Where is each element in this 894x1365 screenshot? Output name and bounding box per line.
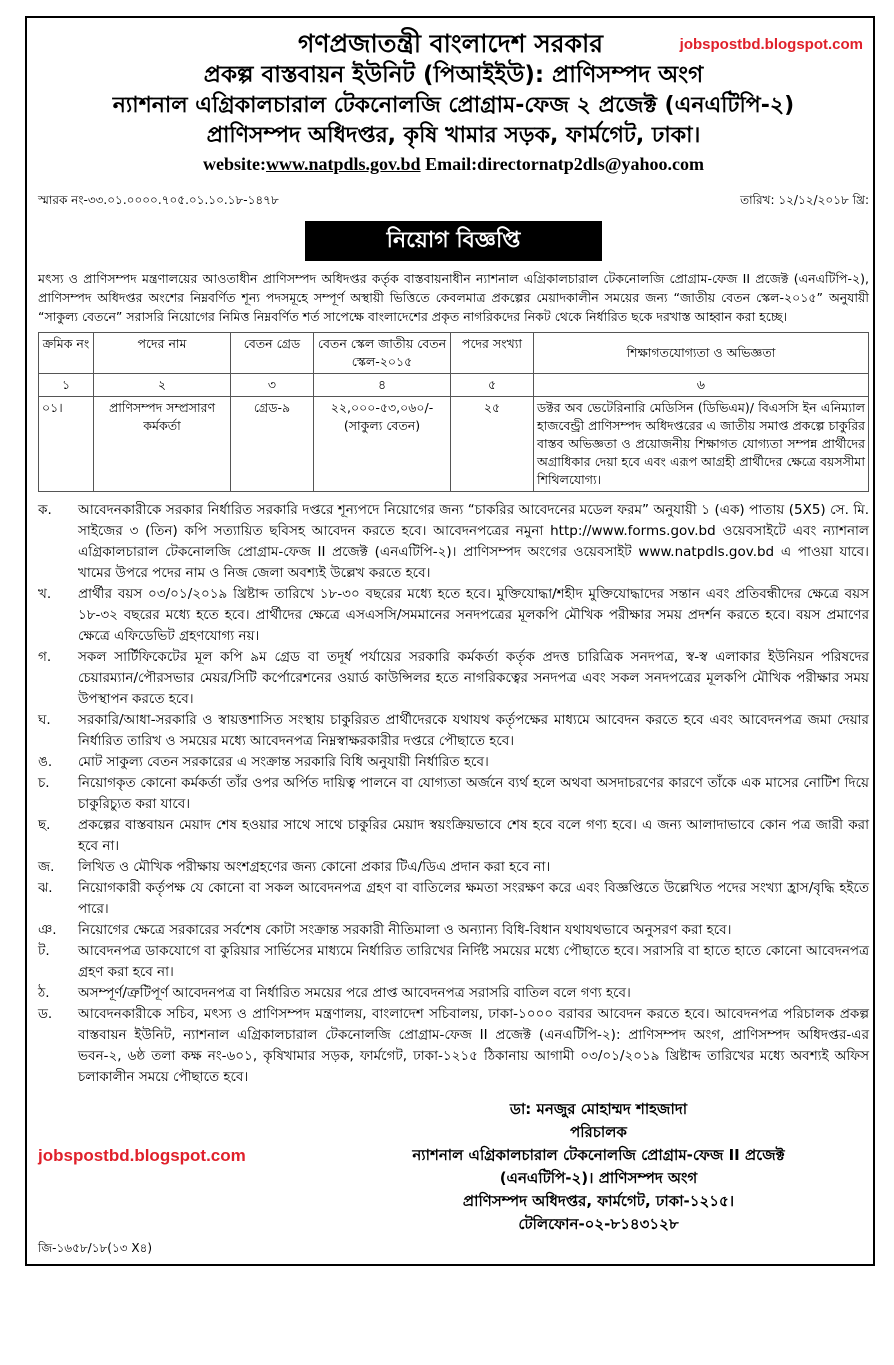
condition-item [38,647,869,710]
notice-title: নিয়োগ বিজ্ঞপ্তি [305,221,602,261]
col-number: ৩ [231,373,314,396]
header-govt: গণপ্রজাতন্ত্রী বাংলাদেশ সরকার [298,29,603,58]
cell-count: ২৫ [451,396,534,491]
condition-marker: খ. [38,585,52,602]
condition-marker: ট. [38,942,50,959]
condition-item [38,584,869,647]
condition-marker: জ. [38,858,55,875]
condition-marker: ঠ. [38,984,50,1001]
signatory-project: ন্যাশনাল এগ্রিকালচারাল টেকনোলজি প্রোগ্রাম-ফেজ II প্রজেক্ট [412,1145,785,1164]
condition-item [38,1004,869,1088]
website-label: website: [203,154,266,175]
col-number: ৬ [534,373,869,396]
condition-item [38,773,869,815]
bottom-row [38,1098,869,1236]
cell-scale: ২২,০০০-৫৩,০৬০/- (সাকুল্য বেতন) [314,396,451,491]
condition-item [38,752,869,773]
memo-number: স্মারক নং-৩৩.০১.০০০০.৭০৫.০১.১০.১৮-১৪৭৮ [38,192,279,207]
col-grade: বেতন গ্রেড [231,332,314,373]
condition-item [38,815,869,857]
condition-marker: ঙ. [38,753,53,770]
condition-text: নিয়োগকারী কর্তৃপক্ষ যে কোনো বা সকল আবেদনপত্র গ্রহণ বা বাতিলের ক্ষমতা সংরক্ষণ করে এবং বিজ্ঞপ্তিতে উল্লেখিত পদের সংখ্যা হ্রাস/বৃদ্ধি হইতে পারে। [78,879,869,917]
website-link[interactable]: www.natpdls.gov.bd [265,154,421,175]
header-contact [38,152,869,176]
condition-item [38,941,869,983]
condition-item [38,710,869,752]
condition-item [38,857,869,878]
condition-text: নিয়োগকৃত কোনো কর্মকর্তা তাঁর ওপর অর্পিত দায়িত্ব পালনে বা যোগ্যতা অর্জনে ব্যর্থ হলে অথবা অসদাচরণের কারণে তাঁকে এক মাসের নোটিশ দিয়ে চাকুরিচ্যুত করা যাবে। [78,774,869,812]
col-post: পদের নাম [94,332,231,373]
col-number: ২ [94,373,231,396]
cell-post: প্রাণিসম্পদ সম্প্রসারণ কর্মকর্তা [94,396,231,491]
condition-text: আবেদনকারীকে সরকার নির্ধারিত সরকারি দপ্তরে শূন্যপদে নিয়োগের জন্য “চাকরির আবেদনের মডেল ফরম” অনুযায়ী ১ (এক) পাতায় (5X5) সে. মি. সাইজের ৩ (তিন) কপি সত্যায়িত ছবিসহ আবেদন করতে হবে। আবেদনপত্রের নমুনা http://www.forms.gov.bd ওয়েবসাইটে এবং ন্যাশনাল এগ্রিকালচারাল টেকনোলজি প্রোগ্রাম-ফেজ II প্রজেক্ট (এনএটিপি-২)। প্রাণিসম্পদ অংগের ওয়েবসাইট www.natpdls.gov.bd এ পাওয়া যাবে। খামের উপরে পদের নাম ও নিজ জেলা অবশ্যই উল্লেখ করতে হবে। [78,501,869,581]
table-header-row [39,332,869,373]
condition-text: প্রার্থীর বয়স ০৩/০১/২০১৯ খ্রিষ্টাব্দ তারিখে ১৮-৩০ বছরের মধ্যে হতে হবে। মুক্তিযোদ্ধা/শহীদ মুক্তিযোদ্ধাদের সন্তান এবং প্রতিবন্ধীদের ক্ষেত্রে বয়স ১৮-৩২ বছরের মধ্যে হতে হবে। প্রার্থীদের ক্ষেত্রে এসএসসি/সমমানের সনদপত্রের মূলকপি মৌখিক পরীক্ষার সময় প্রদর্শন করতে হবে। বয়স প্রমাণের ক্ষেত্রে এফিডেভিট গ্রহণযোগ্য নয়। [78,585,869,644]
signature-block [328,1098,869,1236]
condition-text: আবেদনপত্র ডাকযোগে বা কুরিয়ার সার্ভিসের মাধ্যমে নির্ধারিত তারিখের নির্দিষ্ট সময়ের মধ্যে পৌছাতে হবে। সরাসরি বা হাতে হাতে কোনো আবেদনপত্র গ্রহণ করা হবে না। [78,942,869,980]
col-number: ৫ [451,373,534,396]
signatory-unit: (এনএটিপি-২)। প্রাণিসম্পদ অংগ [499,1168,698,1187]
watermark-top: jobspostbd.blogspot.com [679,36,863,53]
col-number: ১ [39,373,94,396]
condition-marker: ঞ. [38,921,57,938]
condition-text: সরকারি/আধা-সরকারি ও স্বায়ত্তশাসিত সংস্থায় চাকুরিরত প্রার্থীদেরকে যথাযথ কর্তৃপক্ষের মাধ্যমে আবেদন করতে হবে এবং আবেদনপত্র জমা দেয়ার নির্ধারিত তারিখ ও সময়ের মধ্যে আবেদনপত্র নিম্নস্বাক্ষরকারীর দপ্তরে পৌছাতে হবে। [78,711,869,749]
signatory-address: প্রাণিসম্পদ অধিদপ্তর, ফার্মগেট, ঢাকা-১২১৫। [462,1191,735,1210]
col-count: পদের সংখ্যা [451,332,534,373]
col-scale: বেতন স্কেল জাতীয় বেতন স্কেল-২০১৫ [314,332,451,373]
condition-text: প্রকল্পের বাস্তবায়ন মেয়াদ শেষ হওয়ার সাথে সাথে চাকুরির মেয়াদ স্বয়ংক্রিয়ভাবে শেষ হবে বলে গণ্য হবে। এ জন্য আলাদাভাবে কোন পত্র জারী করা হবে না। [78,816,869,854]
condition-text: অসম্পূর্ণ/ত্রুটিপূর্ণ আবেদনপত্র বা নির্ধারিত সময়ের পরে প্রাপ্ত আবেদনপত্র সরাসরি বাতিল বলে গণ্য হবে। [78,984,631,1001]
watermark-bottom: jobspostbd.blogspot.com [38,1145,246,1165]
col-serial: ক্রমিক নং [39,332,94,373]
conditions-list [38,500,869,1088]
signatory-name: ডা: মনজুর মোহাম্মদ শাহজাদা [509,1099,688,1118]
cell-serial: ০১। [39,396,94,491]
col-qualification: শিক্ষাগতযোগ্যতা ও অভিজ্ঞতা [534,332,869,373]
cell-grade: গ্রেড-৯ [231,396,314,491]
signatory-phone: টেলিফোন-০২-৮১৪৩১২৮ [518,1214,679,1233]
header-top-row [38,28,869,60]
notice-date: তারিখ: ১২/১২/২০১৮ খ্রি: [740,192,869,207]
condition-text: মোট সাকুল্য বেতন সরকারের এ সংক্রান্ত সরকারি বিধি অনুযায়ী নির্ধারিত হবে। [78,753,489,770]
condition-text: নিয়োগের ক্ষেত্রে সরকারের সর্বশেষ কোটা সংক্রান্ত সরকারী নীতিমালা ও অন্যান্য বিধি-বিধান যথাযথভাবে অনুসরণ করা হবে। [78,921,732,938]
condition-item [38,920,869,941]
condition-marker: ছ. [38,816,51,833]
condition-item [38,500,869,584]
header-project: ন্যাশনাল এগ্রিকালচারাল টেকনোলজি প্রোগ্রাম-ফেজ ২ প্রজেক্ট (এনএটিপি-২) [112,93,795,119]
condition-marker: ঘ. [38,711,51,728]
condition-text: আবেদনকারীকে সচিব, মৎস্য ও প্রাণিসম্পদ মন্ত্রণালয়, বাংলাদেশ সচিবালয়, ঢাকা-১০০০ বরাবর আবেদন করতে হবে। আবেদনপত্র পরিচালক প্রকল্প বাস্তবায়ন ইউনিট, ন্যাশনাল এগ্রিকালচারাল টেকনোলজি প্রোগ্রাম-ফেজ II প্রজেক্ট (এনএটিপি-২): প্রাণিসম্পদ অংগ, প্রাণিসম্পদ অধিদপ্তর-এর ভবন-২, ৬ষ্ঠ তলা কক্ষ নং-৬০১, কৃষিখামার সড়ক, ফার্মগেট, ঢাকা-১২১৫ ঠিকানায় আগামী ০৩/০১/২০১৯ খ্রিষ্টাব্দ তারিখের মধ্যে অবশ্যই অফিস চলাকালীন সময়ে পৌছাতে হবে। [78,1005,869,1085]
notice-border [25,16,875,1266]
column-number-row [39,373,869,396]
header-unit: প্রকল্প বাস্তবায়ন ইউনিট (পিআইইউ): প্রাণিসম্পদ অংগ [203,62,704,88]
condition-item [38,878,869,920]
table-row [39,396,869,491]
vacancy-table [38,332,869,492]
cell-qualification: ডক্টর অব ভেটেরিনারি মেডিসিন (ডিভিএম)/ বিএসসি ইন এনিম্যাল হাজবেন্ড্রী প্রাণিসম্পদ অধিদপ্তরের এ জাতীয় সমাপ্ত প্রকল্পে চাকুরির বাস্তব অভিজ্ঞতা ও প্রয়োজনীয় শিক্ষাগত যোগ্যতা সম্পন্ন প্রার্থীদের অগ্রাধিকার দেয়া হবে এবং এরূপ আগ্রহী প্রার্থীদের ক্ষেত্রে বয়সসীমা শিথিলযোগ্য। [534,396,869,491]
header-address: প্রাণিসম্পদ অধিদপ্তর, কৃষি খামার সড়ক, ফার্মগেট, ঢাকা। [206,122,701,148]
condition-marker: চ. [38,774,50,791]
memo-date-row [38,191,869,209]
condition-marker: ক. [38,501,52,518]
col-number: ৪ [314,373,451,396]
condition-marker: ঝ. [38,879,53,896]
condition-text: সকল সার্টিফিকেটের মূল কপি ৯ম গ্রেড বা তদূর্ধ পর্যায়ের সরকারি কর্মকর্তা কর্তৃক প্রদত্ত চারিত্রিক সনদপত্র, স্ব-স্ব এলাকার ইউনিয়ন পরিষদের চেয়ারম্যান/পৌরসভার মেয়র/সিটি কর্পোরেশনের ওয়ার্ড কাউন্সিলর হতে নাগরিকত্বের সনদপত্র এবং সকল সনদপত্রের মূলকপি মৌখিক পরীক্ষার সময় উপস্থাপন করতে হবে। [78,648,869,707]
condition-marker: ড. [38,1005,53,1022]
intro-paragraph: মৎস্য ও প্রাণিসম্পদ মন্ত্রণালয়ের আওতাধীন প্রাণিসম্পদ অধিদপ্তর কর্তৃক বাস্তবায়নাধীন ন্যাশনাল এগ্রিকালচারাল টেকনোলজি প্রোগ্রাম-ফেজ II প্রজেক্ট (এনএটিপি-২), প্রাণিসম্পদ অধিদপ্তর অংশের নিম্নবর্ণিত শূন্য পদসমূহে সম্পূর্ণ অস্থায়ী ভিত্তিতে কেবলমাত্র প্রকল্পের মেয়াদকালীন সময়ের জন্য “জাতীয় বেতন স্কেল-২০১৫” অনুযায়ী “সাকুল্য বেতনে” সরাসরি নিয়োগের নিমিত্ত নিম্নবর্ণিত শর্ত সাপেক্ষে বাংলাদেশের প্রকৃত নাগরিকদের নিকট থেকে নির্ধারিত ছকে দরখাস্ত আহ্বান করা হচ্ছে। [38,270,869,324]
condition-text: লিখিত ও মৌখিক পরীক্ষায় অংশগ্রহণের জন্য কোনো প্রকার টিএ/ডিএ প্রদান করা হবে না। [78,858,551,875]
email-label: Email: [420,154,478,175]
condition-marker: গ. [38,648,52,665]
email-address[interactable]: directornatp2dls@yahoo.com [477,154,704,175]
signatory-designation: পরিচালক [570,1122,627,1141]
condition-item [38,983,869,1004]
footer-code: জি-১৬৫৮/১৮(১৩ X৪) [38,1240,153,1255]
